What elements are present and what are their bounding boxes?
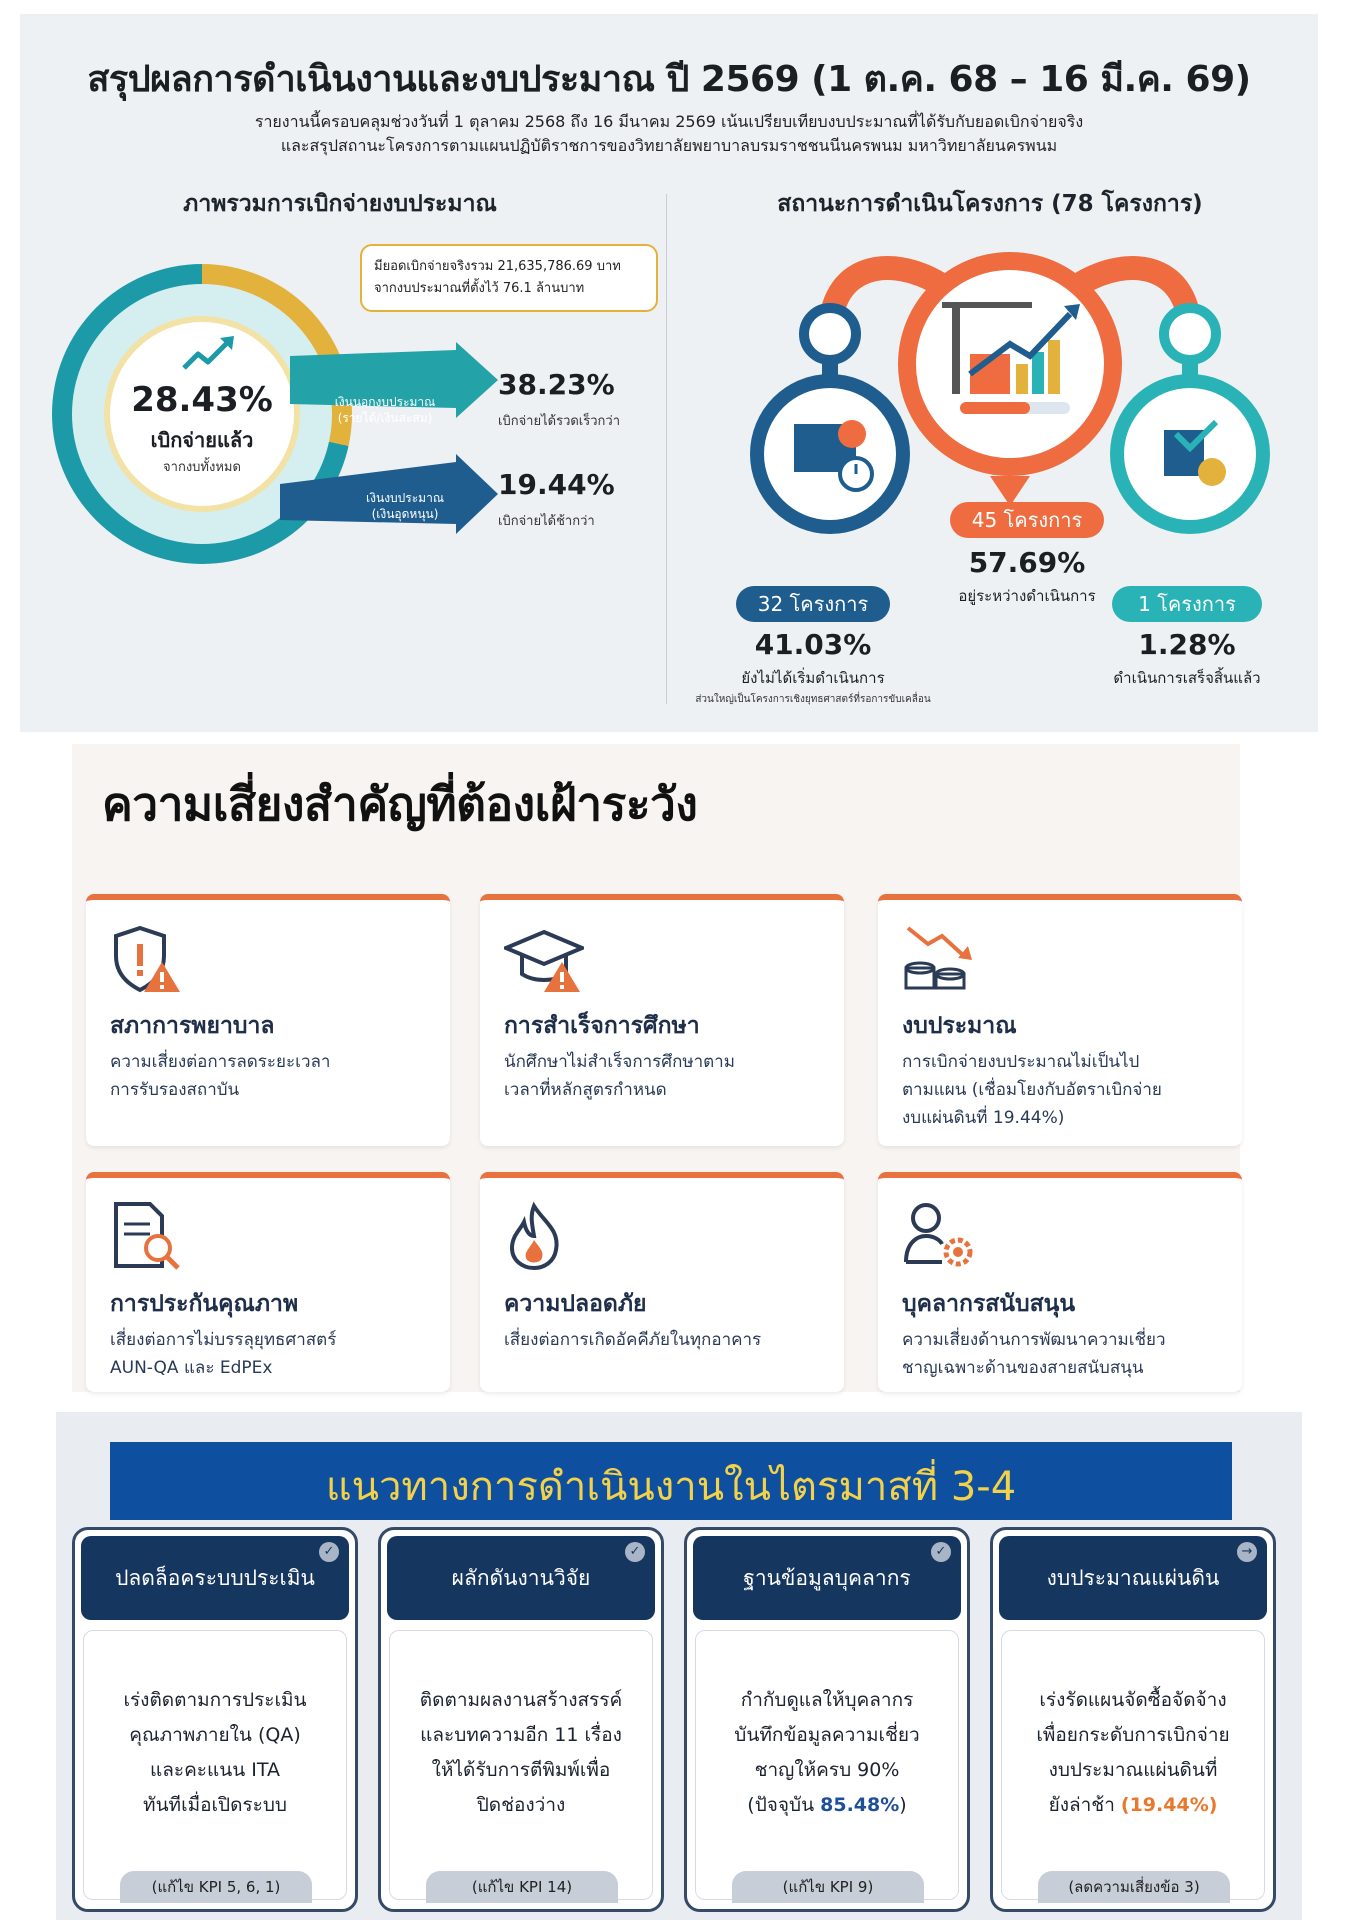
plan-card-state-budget — [990, 1527, 1276, 1912]
projects-heading: สถานะการดำเนินโครงการ (78 โครงการ) — [777, 191, 1203, 217]
risks-section — [72, 744, 1240, 1392]
plan-card-header — [387, 1536, 655, 1620]
plan-card-header — [693, 1536, 961, 1620]
plan-text-line-2: คุณภาพภายใน (QA) — [129, 1724, 301, 1746]
plan-card-text — [84, 1683, 346, 1823]
budget-heading: ภาพรวมการเบิกจ่ายงบประมาณ — [183, 191, 497, 217]
plan-text-line-3: ให้ได้รับการตีพิมพ์เพื่อ — [431, 1759, 611, 1781]
section-divider — [666, 194, 667, 704]
total-disbursed-percent: 28.43% — [131, 380, 273, 420]
completed-percent: 1.28% — [1138, 628, 1236, 661]
total-disbursed-label: เบิกจ่ายแล้ว — [150, 428, 254, 452]
subtitle-line-2: และสรุปสถานะโครงการตามแผนปฏิบัติราชการของวิทยาลัยพยาบาลบรมราชชนนีนครพนม มหาวิทยาลัยนครพนม — [280, 136, 1058, 155]
not-started-note: ส่วนใหญ่เป็นโครงการเชิงยุทธศาสตร์ที่รอการขับเคลื่อน — [695, 694, 931, 705]
nonbudget-label-line-1: เงินนอกงบประมาณ — [334, 395, 436, 409]
risks-title: ความเสี่ยงสำคัญที่ต้องเฝ้าระวัง — [102, 777, 698, 831]
plan-text-suffix: ) — [899, 1794, 907, 1816]
plan-text-line-2: บันทึกข้อมูลความเชี่ยว — [734, 1724, 920, 1746]
risk-desc-line-2: เวลาที่หลักสูตรกำหนด — [504, 1080, 667, 1100]
risk-title: การประกันคุณภาพ — [110, 1291, 299, 1317]
person-gear-icon — [902, 1200, 982, 1272]
risk-desc-line-1: นักศึกษาไม่สำเร็จการศึกษาตาม — [504, 1052, 735, 1072]
in-progress-label: อยู่ระหว่างดำเนินการ — [958, 587, 1096, 605]
trend-up-icon — [180, 334, 236, 374]
budget-percent: 19.44% — [498, 468, 615, 501]
nonbudget-label-line-2: (รายได้/เงินสะสม) — [337, 411, 433, 425]
plan-card-body — [83, 1630, 347, 1900]
risk-desc-line-2: AUN-QA และ EdPEx — [110, 1358, 273, 1378]
completed-count: 1 โครงการ — [1112, 586, 1262, 622]
subtitle-line-1: รายงานนี้ครอบคลุมช่วงวันที่ 1 ตุลาคม 2568 ถึง 16 มีนาคม 2569 เน้นเปรียบเทียบงบประมาณที่ได้รับกับยอดเบิกจ่ายจริง — [254, 112, 1084, 131]
document-search-icon — [110, 1200, 182, 1272]
plan-text-highlight: 85.48% — [820, 1794, 900, 1816]
risk-card-safety — [480, 1172, 844, 1392]
not-started-label: ยังไม่ได้เริ่มดำเนินการ — [741, 669, 885, 687]
plan-text-line-3: งบประมาณแผ่นดินที่ — [1048, 1759, 1218, 1781]
summary-section — [20, 14, 1318, 732]
risk-desc — [110, 1326, 430, 1382]
check-icon: ✓ — [931, 1542, 951, 1562]
plan-card-title: ฐานข้อมูลบุคลากร — [743, 1566, 911, 1590]
plan-text-prefix: ยังล่าช้า — [1048, 1794, 1121, 1816]
in-progress-percent: 57.69% — [968, 546, 1086, 579]
budget-label-line-2: (เงินอุดหนุน) — [371, 507, 439, 521]
donut-center — [104, 316, 300, 512]
risk-card-nursing-council — [86, 894, 450, 1146]
plan-card-text — [696, 1683, 958, 1823]
plan-card-body — [389, 1630, 653, 1900]
plan-text-prefix: (ปัจจุบัน — [747, 1794, 821, 1816]
plan-text-line-4: ปิดช่องว่าง — [476, 1794, 566, 1816]
risk-desc — [504, 1048, 824, 1104]
plan-section — [56, 1412, 1302, 1920]
risk-desc-line-1: เสี่ยงต่อการไม่บรรลุยุทธศาสตร์ — [110, 1330, 337, 1350]
risk-title: งบประมาณ — [902, 1013, 1017, 1039]
risk-title: สภาการพยาบาล — [110, 1013, 275, 1039]
completed-label: ดำเนินการเสร็จสิ้นแล้ว — [1113, 669, 1261, 687]
risk-desc-line-2: ชาญเฉพาะด้านของสายสนับสนุน — [902, 1358, 1144, 1378]
plan-card-title: ผลักดันงานวิจัย — [451, 1566, 591, 1590]
plan-card-text — [1002, 1683, 1264, 1823]
plan-banner-title: แนวทางการดำเนินงานในไตรมาสที่ 3-4 — [325, 1464, 1017, 1510]
plan-card-text — [390, 1683, 652, 1823]
risk-card-budget — [878, 894, 1242, 1146]
risk-desc-line-3: งบแผ่นดินที่ 19.44%) — [902, 1108, 1065, 1128]
plan-text-line-2: เพื่อยกระดับการเบิกจ่าย — [1036, 1724, 1230, 1746]
risk-card-graduation — [480, 894, 844, 1146]
plan-card-header — [81, 1536, 349, 1620]
risk-desc-line-1: การเบิกจ่ายงบประมาณไม่เป็นไป — [902, 1052, 1140, 1072]
risk-desc — [902, 1326, 1222, 1382]
risk-card-quality-assurance — [86, 1172, 450, 1392]
risk-title: การสำเร็จการศึกษา — [504, 1013, 700, 1039]
plan-text-line-1: ติดตามผลงานสร้างสรรค์ — [419, 1689, 623, 1711]
plan-text-line-1: เร่งติดตามการประเมิน — [123, 1689, 307, 1711]
check-icon: ✓ — [319, 1542, 339, 1562]
shield-warning-icon — [110, 922, 182, 994]
plan-text-highlight: (19.44%) — [1120, 1794, 1218, 1816]
risk-title: บุคลากรสนับสนุน — [902, 1291, 1076, 1317]
plan-card-title: งบประมาณแผ่นดิน — [1046, 1566, 1220, 1590]
nonbudget-label — [320, 394, 450, 426]
plan-card-body — [1001, 1630, 1265, 1900]
plan-text-line-1: กำกับดูแลให้บุคลากร — [740, 1689, 914, 1711]
risk-card-support-staff — [878, 1172, 1242, 1392]
risk-desc-line-1: เสี่ยงต่อการเกิดอัคคีภัยในทุกอาคาร — [504, 1330, 762, 1350]
plan-card-kpi-tag: (แก้ไข KPI 5, 6, 1) — [120, 1871, 312, 1903]
nonbudget-percent: 38.23% — [498, 368, 615, 401]
risk-desc-line-2: การรับรองสถาบัน — [110, 1080, 240, 1100]
plan-card-assessment — [72, 1527, 358, 1912]
plan-card-kpi-tag: (ลดความเสี่ยงข้อ 3) — [1038, 1871, 1230, 1903]
risk-desc-line-2: ตามแผน (เชื่อมโยงกับอัตราเบิกจ่าย — [902, 1080, 1162, 1100]
not-started-percent: 41.03% — [754, 628, 872, 661]
graduation-warning-icon — [504, 922, 584, 994]
page-title: สรุปผลการดำเนินงานและงบประมาณ ปี 2569 (1 ต.ค. 68 – 16 มี.ค. 69) — [87, 59, 1251, 100]
not-started-count: 32 โครงการ — [736, 586, 890, 622]
arrow-right-icon: → — [1237, 1542, 1257, 1562]
callout-line-2: จากงบประมาณที่ตั้งไว้ 76.1 ล้านบาท — [374, 281, 585, 296]
plan-card-title: ปลดล็อคระบบประเมิน — [115, 1566, 315, 1590]
plan-card-body — [695, 1630, 959, 1900]
plan-card-kpi-tag: (แก้ไข KPI 9) — [732, 1871, 924, 1903]
in-progress-count: 45 โครงการ — [950, 502, 1104, 538]
check-icon: ✓ — [625, 1542, 645, 1562]
plan-text-line-4 — [696, 1788, 958, 1823]
coins-down-icon — [902, 922, 982, 994]
budget-label — [350, 490, 460, 522]
plan-card-kpi-tag: (แก้ไข KPI 14) — [426, 1871, 618, 1903]
page-subtitle — [20, 110, 1318, 158]
callout-line-1: มียอดเบิกจ่ายจริงรวม 21,635,786.69 บาท — [374, 259, 621, 274]
risk-desc — [504, 1326, 824, 1354]
flame-icon — [504, 1200, 576, 1272]
disbursement-callout — [360, 244, 658, 312]
plan-card-personnel-database — [684, 1527, 970, 1912]
budget-sub: เบิกจ่ายได้ช้ากว่า — [498, 514, 595, 529]
risk-desc — [902, 1048, 1222, 1132]
plan-card-header — [999, 1536, 1267, 1620]
nonbudget-sub: เบิกจ่ายได้รวดเร็วกว่า — [498, 414, 621, 429]
plan-card-research — [378, 1527, 664, 1912]
total-disbursed-sub: จากงบทั้งหมด — [163, 460, 241, 475]
plan-text-line-1: เร่งรัดแผนจัดซื้อจัดจ้าง — [1039, 1689, 1227, 1711]
plan-text-line-4 — [1002, 1788, 1264, 1823]
risk-desc-line-1: ความเสี่ยงด้านการพัฒนาความเชี่ยว — [902, 1330, 1166, 1350]
plan-text-line-4: ทันทีเมื่อเปิดระบบ — [143, 1794, 287, 1816]
risk-desc — [110, 1048, 430, 1104]
risk-desc-line-1: ความเสี่ยงต่อการลดระยะเวลา — [110, 1052, 331, 1072]
plan-text-line-3: ชาญให้ครบ 90% — [754, 1759, 900, 1781]
plan-text-line-2: และบทความอีก 11 เรื่อง — [420, 1724, 622, 1746]
budget-label-line-1: เงินงบประมาณ — [366, 491, 444, 505]
plan-banner — [110, 1442, 1232, 1520]
risk-title: ความปลอดภัย — [504, 1291, 647, 1317]
plan-text-line-3: และคะแนน ITA — [149, 1759, 280, 1781]
